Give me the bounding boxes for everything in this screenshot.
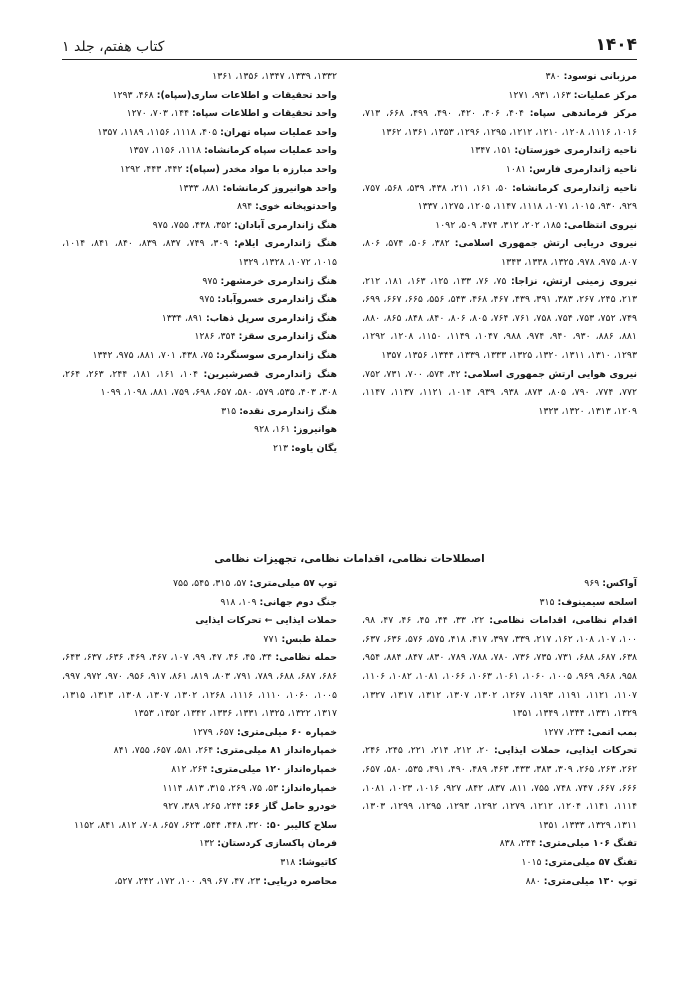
index-term: نیروی دریایی ارتش جمهوری اسلامی: <box>454 238 637 250</box>
running-title: کتاب هفتم، جلد ۱ <box>62 39 165 55</box>
index-term: هنگ ژاندارمری نقده: <box>239 405 337 417</box>
index-entry <box>362 873 637 892</box>
index-page-refs: ۴۲، ۵۷۴، ۷۰۰، ۷۳۱، ۷۵۲، ۷۷۲، ۷۷۴، ۷۹۰، ۸۰۵، ۸۷۳، ۹۳۸، ۹۳۹، ۱۰۱۴، ۱۱۲۱، ۱۱۳۷، ۱۱۴۷، ۱۲۰۹، ۱۳۱۳، ۱۳۲۰، ۱۳۲۳ <box>362 368 638 417</box>
index-page-refs: ۱۳۲ <box>199 838 215 850</box>
index-entry <box>62 631 337 650</box>
index-page-refs: ۲۳۴، ۱۲۷۷ <box>543 726 585 738</box>
index-entry <box>62 291 337 310</box>
index-entry <box>62 347 337 366</box>
index-page-refs: ۱۰۸۱ <box>505 163 527 175</box>
index-term: هنگ ژاندارمری سوسنگرد: <box>216 349 337 361</box>
index-entry <box>62 724 337 743</box>
index-term: اسلحه سیمینوف: <box>557 596 637 608</box>
index-entry <box>362 235 637 272</box>
index-term: نیروی انتظامی: <box>563 219 637 231</box>
index-page-refs: ۲۶۴، ۵۸۱، ۶۵۷، ۷۵۵، ۸۴۱ <box>113 745 214 757</box>
index-page-refs: ۸۸۱، ۱۳۳۳ <box>178 182 220 194</box>
index-page-refs: ۱۰۱۵ <box>521 856 542 868</box>
index-term: نیروی زمینی ارتش، نزاجا: <box>510 275 638 287</box>
index-term: فرمان پاکسازی کردستان: <box>217 838 337 850</box>
index-page-refs: ۸۸۰ <box>525 875 541 887</box>
index-entry <box>362 724 637 743</box>
index-page-refs: ۳۸۲، ۵۰۶، ۵۷۴، ۸۰۶، ۸۰۷، ۹۷۵، ۹۷۸، ۱۳۲۵، ۱۳۳۸، ۱۳۴۳ <box>362 238 637 268</box>
index-entry <box>362 161 637 180</box>
index-term: هنگ ژاندارمری سقز: <box>238 331 337 343</box>
index-entry <box>362 835 637 854</box>
index-term: هنگ ژاندارمری قصرشیرین: <box>203 368 338 380</box>
index-page-refs: ۱۸۵، ۲۰۲، ۳۱۲، ۴۷۴، ۵۰۹، ۱۰۹۲ <box>435 219 561 231</box>
index-entry <box>62 780 337 799</box>
section-title: اصطلاحات نظامی، اقدامات نظامی، تجهیزات نظامی <box>214 553 485 565</box>
index-page-refs: ۲۳، ۴۷، ۶۷، ۹۹، ۱۰۰، ۱۷۲، ۲۴۲، ۵۲۷، <box>114 875 261 887</box>
index-term: جنگ دوم جهانی: <box>259 596 337 608</box>
index-page-refs: ۱۰۴، ۱۶۱، ۱۸۱، ۲۴۴، ۲۶۳، ۲۶۴، ۳۰۸، ۴۰۳، ۵۳۵، ۵۷۹، ۵۸۰، ۶۵۷، ۶۹۸، ۷۵۹، ۸۸۱، ۱۰۹۸، ۱۰۹۹ <box>62 368 337 399</box>
index-page-refs: ۶۵۷، ۱۲۷۹ <box>192 726 234 738</box>
index-term: ناحیه ژاندارمری خوزستان: <box>514 145 637 157</box>
index-page-refs: ۴۰۴، ۴۰۶، ۴۲۰، ۴۹۰، ۴۹۹، ۶۶۸، ۷۱۳، ۱۰۱۶، ۱۱۱۶، ۱۲۰۸، ۱۲۱۰، ۱۲۱۲، ۱۲۹۵، ۱۲۹۶، ۱۳۵۳، ۱۳۶۱، ۱۳۶۲ <box>362 108 637 138</box>
index-term: اقدام نظامی، اقدامات نظامی: <box>489 615 638 627</box>
index-term: هنگ ژاندارمری آبادان: <box>234 219 337 231</box>
index-term: توپ ۵۷ میلی‌متری: <box>249 578 337 589</box>
index-page-refs: ۲۴۴، ۸۳۸ <box>499 838 536 850</box>
index-entry <box>62 235 337 272</box>
index-page-refs: ۱۶۳، ۹۳۱، ۱۲۷۱ <box>508 89 571 101</box>
index-entry <box>62 366 337 403</box>
index-term: آواکس: <box>602 578 637 589</box>
index-entry <box>62 403 337 422</box>
index-entry <box>362 612 637 724</box>
index-entry <box>62 198 337 217</box>
index-entry <box>62 161 337 180</box>
index-entry <box>362 854 637 873</box>
index-entry <box>362 87 637 106</box>
index-term: سلاح کالیبر ۵۰: <box>266 819 337 831</box>
index-term: خمپاره ۶۰ میلی‌متری: <box>236 726 337 738</box>
index-page-refs: ۱۳۳۲، ۱۳۳۹، ۱۳۴۷، ۱۳۵۶، ۱۳۶۱ <box>212 71 337 82</box>
index-page-refs: ۱۶۱، ۹۲۸ <box>254 424 291 436</box>
index-term: واحد عملیات سپاه تهران: <box>220 126 337 138</box>
index-page-refs: ۳۱۵ <box>539 596 555 608</box>
index-page-refs: ۲۱۳ <box>272 442 289 454</box>
index-entry <box>62 612 337 631</box>
index-term: ناحیه ژاندارمری فارس: <box>529 163 637 175</box>
index-entry <box>62 87 337 106</box>
index-page-refs: ۴۰۵، ۱۱۱۸، ۱۱۵۶، ۱۱۸۹، ۱۳۵۷ <box>97 126 218 138</box>
index-page-refs: ۱۰۹، ۹۱۸ <box>220 596 257 608</box>
index-entry <box>62 310 337 329</box>
index-term: بمب اتمی: <box>587 726 637 738</box>
index-entry <box>62 575 337 594</box>
index-entry <box>62 68 337 87</box>
index-page-refs: ۳۱۸ <box>280 856 296 868</box>
index-entry <box>62 835 337 854</box>
index-entry <box>62 142 337 161</box>
index-term: خمپاره‌انداز: <box>281 782 337 794</box>
index-page-refs: ۳۵۴، ۱۲۸۶ <box>194 331 236 343</box>
index-page-refs: ۱۵۱، ۱۳۴۷ <box>470 145 512 157</box>
index-entry <box>62 817 337 836</box>
index-page-refs: ۵۰، ۱۶۱، ۲۱۱، ۴۳۸، ۵۳۹، ۵۶۸، ۷۵۷، ۹۲۹، ۹۳۰، ۱۰۱۵، ۱۰۷۱، ۱۱۱۸، ۱۱۴۷، ۱۲۰۵، ۱۲۷۵، ۱۳۳۷ <box>362 182 637 213</box>
index-entry <box>362 366 637 422</box>
index-term: مرکز عملیات: <box>573 89 637 101</box>
index-entry <box>62 217 337 236</box>
index-entry <box>362 273 637 366</box>
index-entry <box>62 594 337 613</box>
index-term: واحد مبارزه با مواد مخدر (سپاه): <box>185 163 337 175</box>
index-term: کاتیوشا: <box>298 856 337 868</box>
index-term: تحرکات ایذایی، حملات ایذایی: <box>493 745 637 757</box>
index-page-refs: ۷۵، ۴۳۸، ۷۰۱، ۸۸۱، ۹۷۵، ۱۳۴۲ <box>92 349 214 361</box>
index-page-refs: ۸۹۴ <box>237 201 253 213</box>
index-entry <box>62 798 337 817</box>
index-entry <box>62 440 337 459</box>
index-entry <box>62 761 337 780</box>
index-page-refs: ۴۶۸، ۱۲۹۳ <box>112 89 154 101</box>
index-entry <box>362 217 637 236</box>
index-page-refs: ۲۰، ۲۱۲، ۲۱۴، ۲۲۱، ۲۴۵، ۲۴۶، ۲۶۲، ۲۶۳، ۲۶۵، ۳۰۹، ۳۸۳، ۴۳۳، ۴۶۳، ۴۸۹، ۴۹۰، ۴۹۱، ۵۳۵، ۵۸۰، ۶۵۷، ۶۶۶، ۶۶۷، ۷۴۷، ۷۴۸، ۷۵۵، ۸۱۱، ۸۳۷، ۸۴۲، ۹۲۷، ۱۰۱۶، ۱۰۲۳، ۱۰۸۱، ۱۱۱۴، ۱۱۴۱، ۱۲۰۴، ۱۲۱۲، ۱۲۷۹، ۱۲۹۲، ۱۲۹۳، ۱۲۹۵، ۱۲۹۹، ۱۳۰۳، ۱۳۱۱، ۱۳۲۹، ۱۳۳۳، ۱۳۵۱ <box>362 745 638 831</box>
index-term: واحد تحقیقات و اطلاعات ساری(سپاه): <box>156 89 337 101</box>
index-term: واحد هوانیروز کرمانشاه: <box>222 182 337 194</box>
index-term: نیروی هوایی ارتش جمهوری اسلامی: <box>463 368 638 380</box>
index-term: مرکز فرماندهی سپاه: <box>529 108 637 120</box>
index-page-refs: ۹۶۹ <box>584 578 600 589</box>
index-term: مرزبانی نوسود: <box>563 71 637 82</box>
index-term: توپ ۱۳۰ میلی‌متری: <box>543 875 637 887</box>
index-page-refs: ۹۷۵ <box>199 294 215 306</box>
index-page-refs: ۳۵۲، ۴۳۸، ۷۵۵، ۹۷۵ <box>152 219 232 231</box>
index-entry <box>362 105 637 142</box>
index-term: ناحیه ژاندارمری کرمانشاه: <box>512 182 637 194</box>
index-entry <box>62 742 337 761</box>
index-page-refs: ۳۲۰، ۴۴۸، ۵۴۴، ۶۲۳، ۶۵۷، ۷۰۸، ۸۱۲، ۸۴۱، ۱۱۵۲ <box>74 819 264 831</box>
index-page-refs: ۳۰۹، ۷۴۹، ۸۳۷، ۸۳۹، ۸۴۰، ۸۴۱، ۱۰۱۴، ۱۰۱۵، ۱۰۷۲، ۱۳۲۸، ۱۳۲۹ <box>62 238 337 268</box>
index-entry <box>62 273 337 292</box>
page-header <box>62 30 637 60</box>
index-term: حملات ایذایی ← تحرکات ایذایی <box>195 615 337 627</box>
page-number: ۱۴۰۴ <box>595 35 637 55</box>
index-term: هنگ ژاندارمری ایلام: <box>234 238 337 250</box>
index-term: واحد عملیات سپاه کرمانشاه: <box>204 145 337 157</box>
index-page-refs: ۲۲، ۳۳، ۴۴، ۴۵، ۴۶، ۴۷، ۹۸، ۱۰۰، ۱۰۷، ۱۰۸، ۱۶۲، ۲۱۷، ۳۳۹، ۳۹۷، ۴۱۷، ۴۱۸، ۵۷۵، ۵۷۶، ۶۳۶، ۶۳۷، ۶۳۸، ۶۸۷، ۶۸۸، ۷۳۱، ۷۳۵، ۷۳۶، ۷۸۰، ۷۸۸، ۷۸۹، ۸۳۰، ۸۴۷، ۸۸۴، ۹۵۴، ۹۵۸، ۹۶۸، ۹۶۹، ۱۰۰۵، ۱۰۶۰، ۱۰۶۱، ۱۰۶۳، ۱۰۶۶، ۱۰۸۱، ۱۰۸۲، ۱۱۰۶، ۱۱۰۷، ۱۱۲۱، ۱۱۹۱، ۱۱۹۳، ۱۲۶۷، ۱۳۰۲، ۱۳۰۷، ۱۳۱۲، ۱۳۱۷، ۱۳۲۷، ۱۳۲۹، ۱۳۳۱، ۱۳۴۴، ۱۳۴۹، ۱۳۵۱ <box>362 615 638 720</box>
index-page-refs: ۴۴۲، ۴۴۳، ۱۲۹۲ <box>120 163 183 175</box>
index-term: تفنگ ۵۷ میلی‌متری: <box>544 856 637 868</box>
index-term: حمله نظامی: <box>275 652 337 664</box>
index-page-refs: ۷۷۱ <box>263 633 279 645</box>
index-page-refs: ۸۹۱، ۱۳۳۴ <box>161 312 203 324</box>
index-page-refs: ۹۷۵ <box>202 275 218 287</box>
index-entry <box>362 742 637 835</box>
index-entry <box>362 142 637 161</box>
index-term: خودرو حامل گاز ۶۶: <box>244 801 337 813</box>
index-entry <box>362 180 637 217</box>
index-term: واحدتوپخانه خوی: <box>255 201 337 213</box>
index-entry <box>362 68 637 87</box>
index-page-refs: ۷۵، ۷۶، ۱۳۳، ۱۲۵، ۱۶۳، ۱۸۱، ۲۱۲، ۲۱۳، ۲۴۵، ۲۶۷، ۳۸۳، ۳۹۱، ۴۳۹، ۴۶۷، ۴۶۸، ۵۴۳، ۵۵۶، ۶۶۵، ۶۶۷، ۶۹۹، ۷۴۹، ۷۵۲، ۷۵۳، ۷۵۴، ۷۵۸، ۷۶۱، ۷۶۴، ۸۰۵، ۸۰۶، ۸۴۰، ۸۴۸، ۸۶۵، ۸۸۰، ۸۸۱، ۸۸۶، ۹۳۰، ۹۴۰، ۹۷۴، ۹۸۸، ۱۰۴۷، ۱۱۴۹، ۱۱۵۰، ۱۲۰۸، ۱۲۹۲، ۱۲۹۳، ۱۳۱۰، ۱۳۱۱، ۱۳۲۰، ۱۳۲۵، ۱۳۳۳، ۱۳۳۹، ۱۳۴۴، ۱۳۵۶، ۱۳۵۷ <box>362 275 638 361</box>
index-term: خمپاره‌انداز ۸۱ میلی‌متری: <box>216 745 337 757</box>
index-entry <box>362 594 637 613</box>
index-entry <box>62 421 337 440</box>
index-term: تفنگ ۱۰۶ میلی‌متری: <box>538 838 637 850</box>
index-entry <box>62 854 337 873</box>
index-term: واحد تحقیقات و اطلاعات سپاه: <box>192 108 337 120</box>
index-page-refs: ۵۳، ۷۵، ۲۶۹، ۳۱۵، ۸۱۳، ۱۱۱۴ <box>162 782 279 794</box>
index-term: هنگ ژاندارمری سرپل ذهاب: <box>205 312 337 324</box>
index-term: خمپاره‌انداز ۱۲۰ میلی‌متری: <box>210 763 337 775</box>
index-column-top-left <box>62 68 337 458</box>
index-entry <box>62 180 337 199</box>
index-page-refs: ۱۱۱۸، ۱۱۵۶، ۱۳۵۷ <box>128 145 202 157</box>
index-entry <box>62 124 337 143</box>
index-term: هنگ ژاندارمری خسروآباد: <box>217 294 337 306</box>
index-entry <box>362 575 637 594</box>
index-entry <box>62 105 337 124</box>
index-page-refs: ۲۴۴، ۲۶۵، ۳۸۹، ۹۲۷ <box>163 801 242 813</box>
index-page-refs: ۳۱۵ <box>221 405 237 417</box>
index-entry <box>62 328 337 347</box>
index-page-refs: ۳۴، ۴۵، ۴۶، ۴۷، ۹۹، ۱۰۷، ۴۶۷، ۴۶۹، ۶۳۶، ۶۳۷، ۶۴۳، ۶۸۶، ۶۸۷، ۶۸۸، ۷۸۹، ۷۹۱، ۸۰۳، ۸۱۹، ۸۶۱، ۹۱۷، ۹۵۶، ۹۷۰، ۹۷۲، ۹۹۷، ۱۰۰۵، ۱۰۶۰، ۱۱۱۰، ۱۱۱۶، ۱۲۶۸، ۱۳۰۲، ۱۳۰۷، ۱۳۰۸، ۱۳۱۳، ۱۳۱۵، ۱۳۱۷، ۱۳۲۲، ۱۳۲۵، ۱۳۳۱، ۱۳۳۶، ۱۳۴۲، ۱۳۵۲، ۱۳۵۳ <box>62 652 338 720</box>
index-column-bottom-left <box>62 575 337 891</box>
index-entry <box>62 649 337 723</box>
index-column-bottom-right <box>362 575 637 891</box>
index-term: حملهٔ طبس: <box>281 633 337 645</box>
index-entry <box>62 873 337 892</box>
index-page-refs: ۲۶۴، ۸۱۲ <box>171 763 208 775</box>
index-term: یگان یاوه: <box>291 442 337 454</box>
index-page-refs: ۵۷، ۳۱۵، ۵۴۵، ۷۵۵ <box>173 578 247 589</box>
index-term: هنگ ژاندارمری خرمشهر: <box>220 275 337 287</box>
index-term: محاصره دریایی: <box>263 875 337 887</box>
index-page-refs: ۳۸۰ <box>545 71 561 82</box>
index-page-refs: ۱۴۴، ۷۰۳، ۱۲۷۰ <box>126 108 190 120</box>
index-column-top-right <box>362 68 637 421</box>
index-term: هوانیروز: <box>293 424 337 436</box>
